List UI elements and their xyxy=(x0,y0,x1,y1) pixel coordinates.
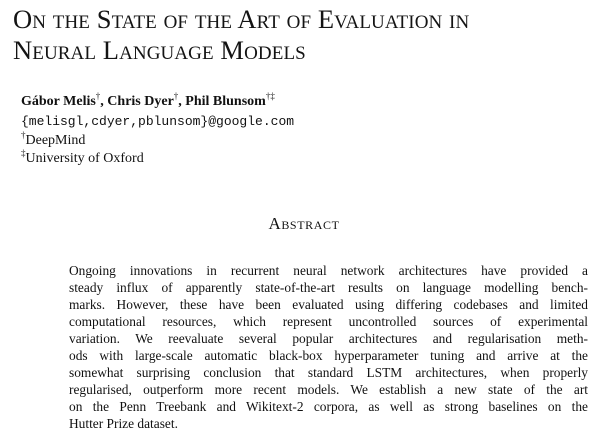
affiliation-mark: † xyxy=(21,130,26,140)
paper-title-line-1: On the State of the Art of Evaluation in xyxy=(13,4,470,34)
affiliation-name: DeepMind xyxy=(25,133,86,148)
affiliation-deepmind xyxy=(21,132,85,150)
abstract-line: variation. We reevaluate several popular architectures and regularisation meth- xyxy=(69,331,588,346)
abstract-line: somewhat surprising conclusion that standard LSTM architectures, when properly xyxy=(69,365,588,380)
author-list xyxy=(21,93,275,111)
author-affiliation-mark: † xyxy=(173,91,179,101)
abstract-heading: Abstract xyxy=(268,214,340,233)
affiliation-name: University of Oxford xyxy=(25,151,144,166)
paper-title-line-2: Neural Language Models xyxy=(13,35,306,65)
author-email: {melisgl,cdyer,pblunsom}@google.com xyxy=(21,114,295,129)
abstract-line: ods with large-scale automatic black-box hyperparameter tuning and arrive at the xyxy=(69,348,588,363)
affiliation-oxford xyxy=(21,150,144,168)
abstract-line: Hutter Prize dataset. xyxy=(69,416,178,431)
abstract-line: Ongoing innovations in recurrent neural network architectures have provided a xyxy=(69,263,588,278)
abstract-line: on the Penn Treebank and Wikitext-2 corpora, as well as strong baselines on the xyxy=(69,399,588,414)
author-affiliation-mark: † xyxy=(95,91,101,101)
affiliation-mark: ‡ xyxy=(21,148,26,158)
abstract-line: marks. However, these have been evaluated using differing codebases and limited xyxy=(69,297,588,312)
author-separator: , xyxy=(100,94,108,109)
abstract-line: steady influx of apparently state-of-the-art results on language modelling bench- xyxy=(69,280,588,295)
author-affiliation-mark: †‡ xyxy=(265,91,275,101)
abstract-line: computational resources, which represent uncontrolled sources of experimental xyxy=(69,314,588,329)
author-name: Gábor Melis xyxy=(21,94,96,109)
author-name: Phil Blunsom xyxy=(185,94,266,109)
paper-title xyxy=(13,4,603,66)
abstract-line: regularised, outperform more recent models. We establish a new state of the art xyxy=(69,382,588,397)
abstract-body xyxy=(69,262,588,432)
author-separator: , xyxy=(178,94,186,109)
author-name: Chris Dyer xyxy=(107,94,174,109)
